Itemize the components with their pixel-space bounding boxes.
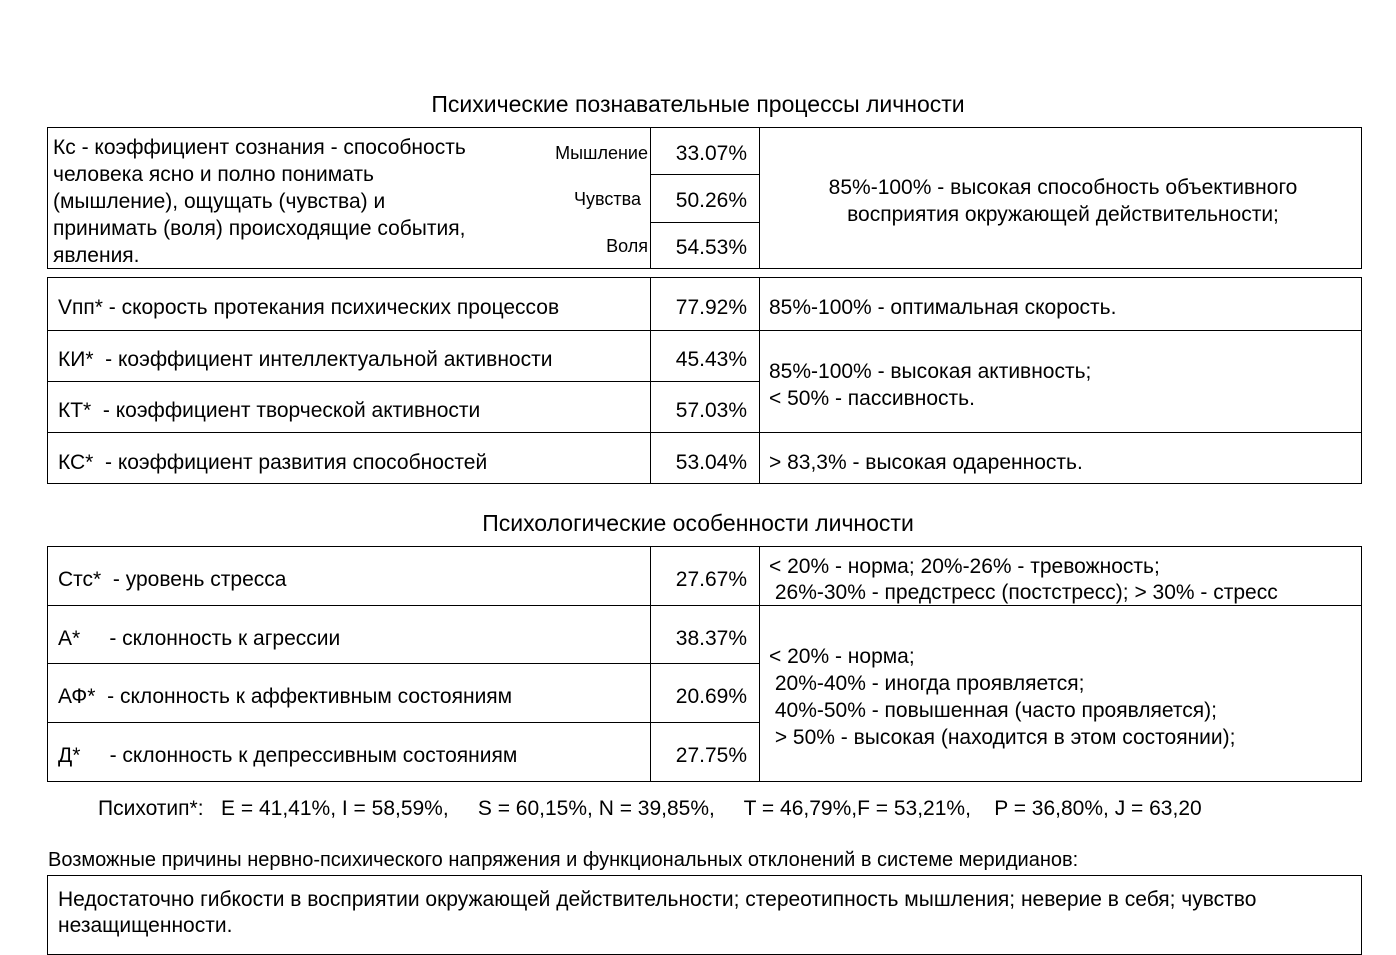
depressive-label: Д* - склонность к депрессивным состояниям — [58, 744, 518, 767]
vpp-norm: 85%-100% - оптимальная скорость. — [769, 296, 1117, 319]
aggression-label: А* - склонность к агрессии — [58, 627, 341, 650]
causes-box — [47, 875, 1362, 955]
activity-norm-high: 85%-100% - высокая активность; — [769, 360, 1092, 383]
tendency-norm-4: > 50% - высокая (находится в этом состоянии); — [769, 726, 1236, 749]
affective-value: 20.69% — [675, 685, 747, 708]
section-title-psychological: Психологические особенности личности — [482, 510, 914, 536]
stress-norm-2: 26%-30% - предстресс (постстресс); > 30% - стресс — [769, 581, 1278, 604]
vpp-label: Vпп* - скорость протекания психических процессов — [58, 296, 560, 319]
stress-value: 27.67% — [675, 568, 747, 591]
vpp-value: 77.92% — [675, 296, 747, 319]
tendency-norm-3: 40%-50% - повышенная (часто проявляется); — [769, 699, 1217, 722]
affective-label: АФ* - склонность к аффективным состояниям — [58, 685, 513, 708]
depressive-value: 27.75% — [675, 744, 747, 767]
kc-thinking-value: 33.07% — [675, 142, 747, 165]
kc-will-value: 54.53% — [675, 236, 747, 259]
activity-table — [47, 277, 1362, 484]
kc-feelings-value: 50.26% — [675, 189, 747, 212]
kc-norm: 85%-100% - высокая способность объективного восприятия окружающей действительности; — [828, 176, 1298, 226]
psychotype-line: Психотип*: E = 41,41%, I = 58,59%, S = 60,15%, N = 39,85%, T = 46,79%,F = 53,21%, P = 36,80%, J = 63,20 — [98, 797, 1202, 820]
stress-norm-1: < 20% - норма; 20%-26% - тревожность; — [769, 555, 1160, 578]
kt-label: КТ* - коэффициент творческой активности — [58, 399, 481, 422]
kc-table — [47, 127, 1362, 269]
ks-label: КС* - коэффициент развития способностей — [58, 451, 488, 474]
ki-value: 45.43% — [675, 348, 747, 371]
tendency-norm-2: 20%-40% - иногда проявляется; — [769, 672, 1085, 695]
kt-value: 57.03% — [675, 399, 747, 422]
kc-thinking-label: Мышление — [555, 143, 648, 163]
ki-label: КИ* - коэффициент интеллектуальной активности — [58, 348, 553, 371]
tendency-norm-1: < 20% - норма; — [769, 645, 915, 668]
aggression-value: 38.37% — [675, 627, 747, 650]
kc-feelings-label: Чувства — [574, 189, 641, 209]
section-title-cognitive: Психические познавательные процессы личности — [431, 91, 965, 117]
kc-description: Кс - коэффициент сознания - способность человека ясно и полно понимать (мышление), ощущать (чувства) и принимать (воля) происходящие события, явления. — [53, 136, 466, 267]
causes-heading: Возможные причины нервно-психического напряжения и функциональных отклонений в системе меридианов: — [48, 849, 1079, 871]
kc-will-label: Воля — [606, 236, 648, 256]
stress-label: Стс* - уровень стресса — [58, 568, 287, 591]
psychological-table — [47, 546, 1362, 782]
causes-text: Недостаточно гибкости в восприятии окружающей действительности; стереотипность мышления; неверие в себя; чувство незащищенности. — [58, 888, 1257, 937]
ks-value: 53.04% — [675, 451, 747, 474]
ks-norm: > 83,3% - высокая одаренность. — [769, 451, 1083, 474]
activity-norm-passive: < 50% - пассивность. — [769, 387, 975, 410]
